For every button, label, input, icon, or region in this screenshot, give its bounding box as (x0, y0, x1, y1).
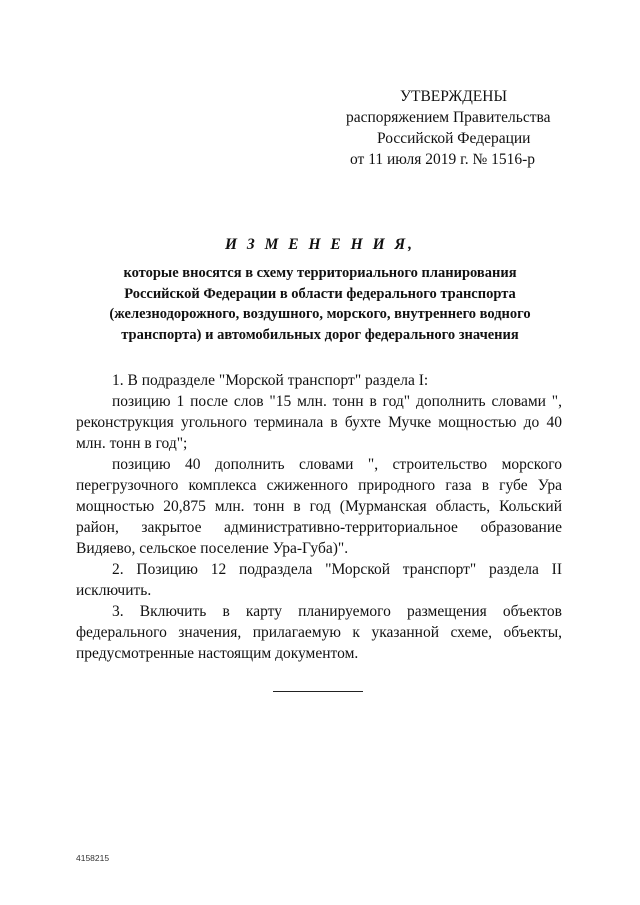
document-title: И З М Е Н Е Н И Я, (224, 236, 416, 253)
approval-block (330, 86, 570, 170)
subtitle-line: транспорта) и автомобильных дорог федерального значения (121, 326, 519, 343)
paragraph-position-1: позицию 1 после слов "15 млн. тонн в год" дополнить словами ", реконструкция угольного терминала в бухте Мучке мощностью до 40 млн. тонн в год"; (76, 393, 562, 452)
paragraph-section-1: 1. В подразделе "Морской транспорт" раздела I: (112, 372, 429, 389)
document-number: 4158215 (76, 853, 110, 863)
approval-date: от 11 июля 2019 г. № 1516-р (350, 151, 536, 168)
paragraph-position-40: позицию 40 дополнить словами ", строительство морского перегрузочного комплекса сжиженного природного газа в губе Ура мощностью 20,875 млн. тонн в год (Мурманская область, Кольский район, закрытое административно-территориальное образование Видяево, сельское поселение Ура-Губа)". (76, 456, 562, 557)
paragraph-item-2: 2. Позицию 12 подраздела "Морской транспорт" раздела II исключить. (76, 561, 562, 599)
subtitle-line: (железнодорожного, воздушного, морского, внутреннего водного (109, 306, 531, 322)
paragraph-item-3: 3. Включить в карту планируемого размещения объектов федерального значения, прилагаемую к указанной схеме, объекты, предусмотренные настоящим документом. (76, 603, 562, 662)
approval-decree: распоряжением Правительства (346, 109, 551, 126)
end-divider (273, 691, 363, 692)
document-subtitle (70, 263, 570, 345)
approval-title: УТВЕРЖДЕНЫ (400, 88, 507, 105)
subtitle-line: Российской Федерации в области федерального транспорта (124, 285, 516, 302)
subtitle-line: которые вносятся в схему территориального планирования (123, 265, 517, 281)
document-body (76, 370, 562, 664)
approval-federation: Российской Федерации (377, 130, 531, 147)
